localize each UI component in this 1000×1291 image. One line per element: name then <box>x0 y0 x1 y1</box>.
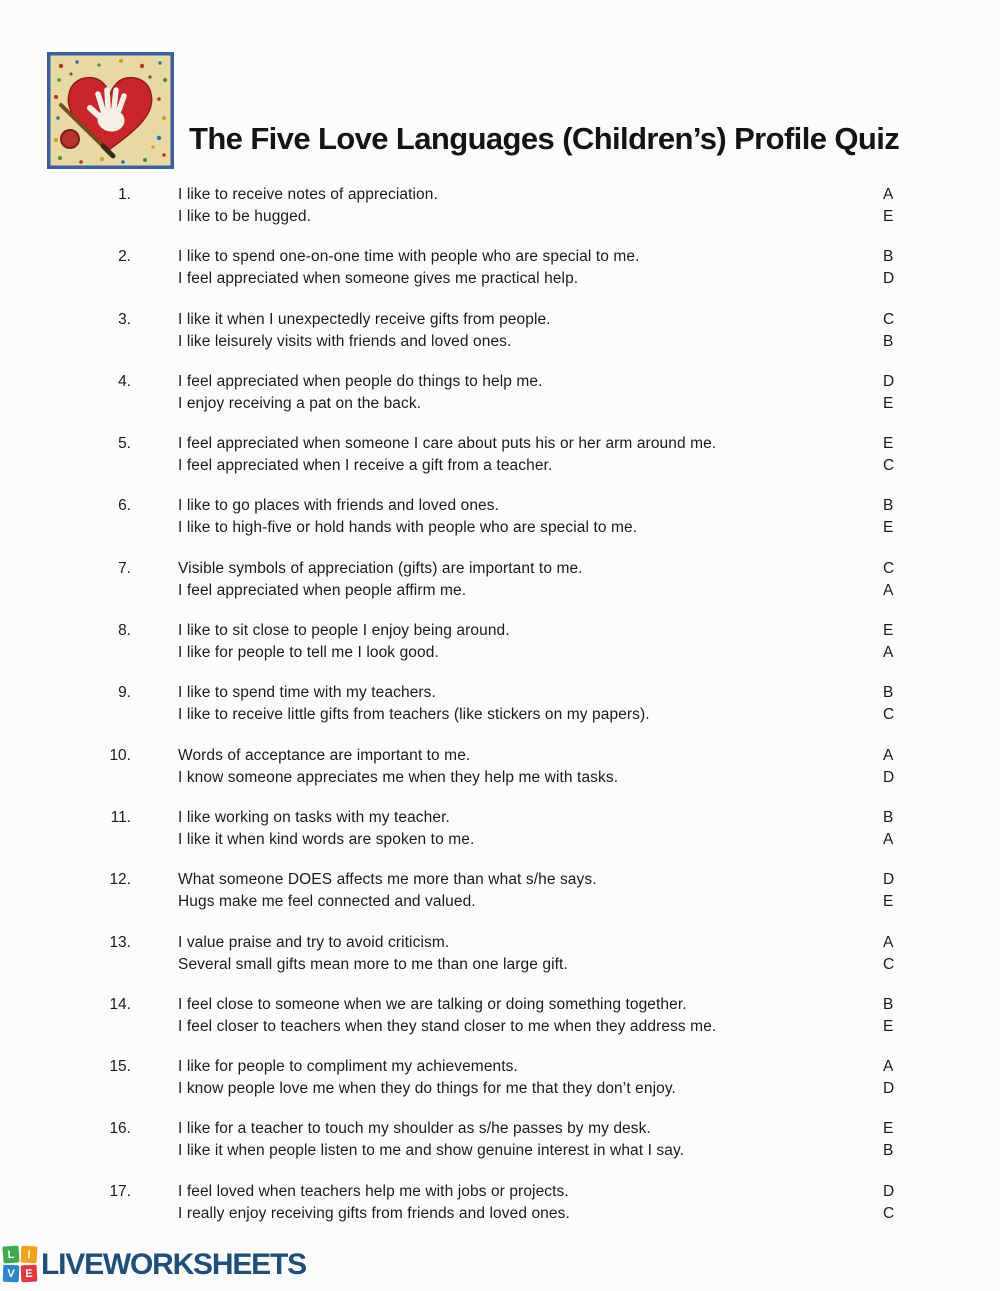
statement-letter: B <box>883 684 894 702</box>
statement-letter: D <box>883 372 895 390</box>
item-statements <box>131 495 883 539</box>
item-statements <box>131 309 883 353</box>
quiz-list <box>0 184 1000 1243</box>
item-letters <box>883 932 1000 976</box>
statement-text: I like to go places with friends and loved ones. <box>178 497 500 515</box>
statement-letter: D <box>883 1080 895 1098</box>
statement-text: I like to spend one-on-one time with people who are special to me. <box>178 248 640 266</box>
page-title: The Five Love Languages (Children’s) Profile Quiz <box>189 121 900 156</box>
brand-tile-i: I <box>21 1246 38 1264</box>
statement-letter: E <box>883 394 894 412</box>
statement-text: Hugs make me feel connected and valued. <box>178 893 476 911</box>
statement-text: Several small gifts mean more to me than one large gift. <box>178 955 568 973</box>
statement-text: I like working on tasks with my teacher. <box>178 808 450 826</box>
statement-text: I like to receive little gifts from teachers (like stickers on my papers). <box>178 706 650 724</box>
item-letters <box>883 745 1000 789</box>
statement-text: I like for people to compliment my achievements. <box>178 1058 518 1076</box>
statement-letter: E <box>883 435 894 453</box>
item-statements <box>131 433 883 477</box>
item-letters <box>883 869 1000 913</box>
item-number: 8. <box>118 622 131 640</box>
statement-text: I like leisurely visits with friends and loved ones. <box>178 332 512 350</box>
quiz-item-3 <box>0 309 1000 353</box>
statement-letter: B <box>883 1142 894 1160</box>
item-letters <box>883 309 1000 353</box>
statement-letter: A <box>883 186 894 203</box>
statement-letter: E <box>883 1120 894 1138</box>
quiz-item-17 <box>0 1181 1000 1225</box>
quiz-item-2 <box>0 246 1000 290</box>
statement-letter: B <box>883 332 894 350</box>
statement-text: I like it when people listen to me and show genuine interest in what I say. <box>178 1142 685 1160</box>
statement-text: I like it when I unexpectedly receive gifts from people. <box>178 310 551 328</box>
liveworksheets-brand <box>3 1246 306 1284</box>
statement-letter: E <box>883 208 894 225</box>
statement-letter: A <box>883 581 894 599</box>
item-number: 16. <box>109 1120 131 1138</box>
item-number: 9. <box>118 684 131 702</box>
quiz-item-8 <box>0 620 1000 664</box>
brand-tile-l: L <box>2 1245 19 1263</box>
quiz-item-11 <box>0 807 1000 851</box>
item-statements <box>131 371 883 415</box>
statement-text: I feel appreciated when people affirm me. <box>178 581 467 599</box>
statement-letter: A <box>883 746 894 764</box>
item-letters <box>883 620 1000 664</box>
item-statements <box>131 994 883 1038</box>
item-statements <box>131 1181 883 1225</box>
statement-letter: C <box>883 559 895 577</box>
item-letters <box>883 682 1000 726</box>
brand-tile-e: E <box>21 1265 38 1283</box>
item-statements <box>131 558 883 602</box>
statement-text: I feel appreciated when someone gives me practical help. <box>178 270 579 288</box>
heart-handprint-icon <box>47 52 174 169</box>
item-number: 11. <box>110 808 131 826</box>
item-number: 14. <box>109 995 131 1013</box>
statement-letter: D <box>883 270 895 288</box>
statement-letter: C <box>883 706 895 724</box>
item-number: 4. <box>118 372 131 390</box>
quiz-item-13 <box>0 932 1000 976</box>
item-number: 3. <box>118 310 131 328</box>
item-number: 6. <box>118 497 131 515</box>
statement-text: I feel close to someone when we are talking or doing something together. <box>178 995 687 1013</box>
liveworksheets-icon <box>3 1246 39 1284</box>
item-letters <box>883 433 1000 477</box>
statement-text: I know someone appreciates me when they help me with tasks. <box>178 768 619 786</box>
quiz-item-12 <box>0 869 1000 913</box>
item-statements <box>131 620 883 664</box>
statement-text: I feel loved when teachers help me with jobs or projects. <box>178 1182 569 1200</box>
statement-letter: E <box>883 519 894 537</box>
statement-letter: C <box>883 955 895 973</box>
item-number: 2. <box>118 248 131 266</box>
statement-text: I enjoy receiving a pat on the back. <box>178 394 422 412</box>
item-letters <box>883 1181 1000 1225</box>
statement-text: Visible symbols of appreciation (gifts) are important to me. <box>178 559 583 577</box>
item-number: 10. <box>109 746 131 764</box>
statement-text: I like for people to tell me I look good. <box>178 644 439 662</box>
statement-text: I value praise and try to avoid criticism. <box>178 933 450 951</box>
statement-letter: A <box>883 933 894 951</box>
statement-text: I feel appreciated when people do things to help me. <box>178 372 543 390</box>
statement-text: I really enjoy receiving gifts from friends and loved ones. <box>178 1204 570 1222</box>
heart-handprint-logo <box>47 52 174 169</box>
statement-letter: D <box>883 768 895 786</box>
quiz-item-1 <box>0 184 1000 228</box>
statement-letter: A <box>883 830 894 848</box>
brand-tile-v: V <box>3 1265 20 1283</box>
quiz-item-4 <box>0 371 1000 415</box>
quiz-item-15 <box>0 1056 1000 1100</box>
statement-letter: B <box>883 995 894 1013</box>
quiz-item-9 <box>0 682 1000 726</box>
statement-text: I feel closer to teachers when they stand closer to me when they address me. <box>178 1017 717 1035</box>
item-statements <box>131 184 883 228</box>
item-statements <box>131 932 883 976</box>
statement-letter: C <box>883 457 895 475</box>
statement-text: I like to receive notes of appreciation. <box>178 186 438 203</box>
statement-text: I like to high-five or hold hands with people who are special to me. <box>178 519 638 537</box>
item-letters <box>883 1056 1000 1100</box>
quiz-item-14 <box>0 994 1000 1038</box>
statement-letter: A <box>883 644 894 662</box>
item-statements <box>131 1118 883 1162</box>
item-letters <box>883 1118 1000 1162</box>
item-letters <box>883 994 1000 1038</box>
statement-letter: D <box>883 1182 895 1200</box>
statement-text: I like to be hugged. <box>178 208 311 225</box>
statement-letter: E <box>883 622 894 640</box>
item-statements <box>131 246 883 290</box>
statement-text: I like for a teacher to touch my shoulder as s/he passes by my desk. <box>178 1120 651 1138</box>
statement-letter: C <box>883 310 895 328</box>
brand-wordmark: LIVEWORKSHEETS <box>41 1248 306 1281</box>
quiz-item-10 <box>0 745 1000 789</box>
quiz-item-5 <box>0 433 1000 477</box>
item-number: 5. <box>118 435 131 453</box>
statement-letter: D <box>883 871 895 889</box>
item-number: 1. <box>118 186 131 203</box>
statement-text: I feel appreciated when someone I care about puts his or her arm around me. <box>178 435 717 453</box>
statement-letter: E <box>883 893 894 911</box>
item-letters <box>883 807 1000 851</box>
item-statements <box>131 807 883 851</box>
page-header <box>0 0 1000 180</box>
item-letters <box>883 371 1000 415</box>
item-statements <box>131 869 883 913</box>
item-number: 12. <box>109 871 131 889</box>
statement-letter: A <box>883 1058 894 1076</box>
statement-text: I feel appreciated when I receive a gift from a teacher. <box>178 457 553 475</box>
statement-text: I like it when kind words are spoken to me. <box>178 830 475 848</box>
quiz-item-7 <box>0 558 1000 602</box>
statement-text: I know people love me when they do things for me that they don’t enjoy. <box>178 1080 676 1098</box>
item-statements <box>131 1056 883 1100</box>
item-number: 15. <box>109 1058 131 1076</box>
item-letters <box>883 558 1000 602</box>
item-number: 17. <box>109 1182 131 1200</box>
item-statements <box>131 745 883 789</box>
statement-letter: B <box>883 248 894 266</box>
quiz-item-6 <box>0 495 1000 539</box>
item-number: 13. <box>109 933 131 951</box>
statement-text: I like to sit close to people I enjoy being around. <box>178 622 510 640</box>
statement-text: What someone DOES affects me more than what s/he says. <box>178 871 597 889</box>
statement-letter: B <box>883 497 894 515</box>
statement-text: Words of acceptance are important to me. <box>178 746 471 764</box>
item-number: 7. <box>118 559 131 577</box>
statement-letter: C <box>883 1204 895 1222</box>
statement-letter: E <box>883 1017 894 1035</box>
quiz-item-16 <box>0 1118 1000 1162</box>
item-letters <box>883 246 1000 290</box>
item-letters <box>883 184 1000 228</box>
item-statements <box>131 682 883 726</box>
item-letters <box>883 495 1000 539</box>
statement-text: I like to spend time with my teachers. <box>178 684 436 702</box>
statement-letter: B <box>883 808 894 826</box>
